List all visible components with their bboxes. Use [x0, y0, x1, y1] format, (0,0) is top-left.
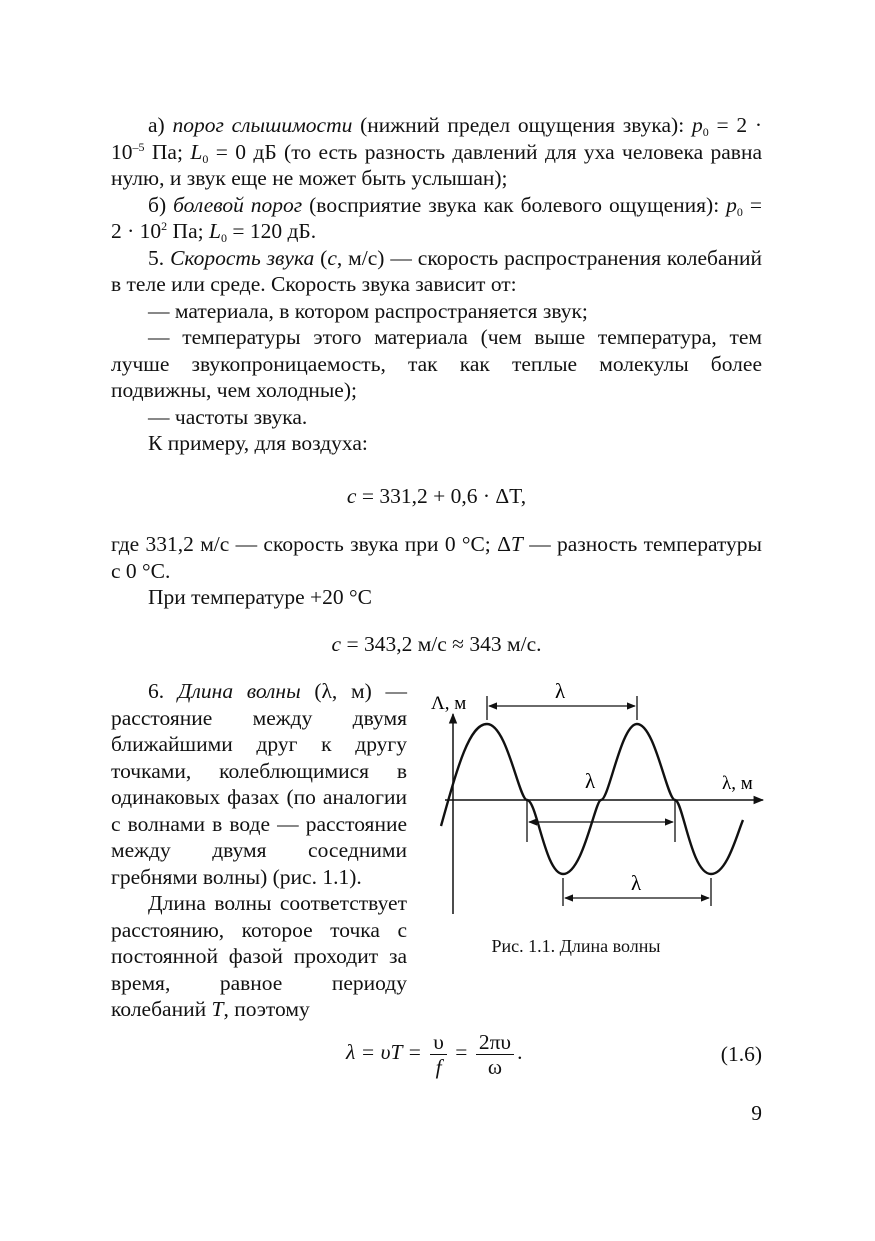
top-text-block [111, 112, 762, 457]
list-item-frequency: — частоты звука. [148, 404, 308, 429]
subscript: 0 [736, 204, 743, 219]
text-run: (λ, м) — расстояние между двумя ближайшими друг к другу точками, колеблющимися в одинаковых фазах (по аналогии с волнами в воде — расстояние между двумя соседними гребнями волны) (рис. 1.1). [111, 679, 407, 889]
figure-wavelength [427, 674, 767, 924]
text-run: = 0 дБ (то есть разность давлений для уха человека равна нулю, и звук еще не может быть услышан); [111, 139, 763, 190]
symbol-p: p [691, 113, 703, 137]
equation-end: . [517, 1040, 523, 1065]
paragraph-sound-speed [111, 245, 762, 298]
paragraph-pain-threshold [111, 192, 762, 245]
fraction-2piv-over-omega [476, 1030, 514, 1079]
fraction-numerator: υ [430, 1030, 447, 1055]
formula-sound-speed-20c [111, 631, 762, 658]
text-run: 5. [148, 245, 171, 270]
example-air: К примеру, для воздуха: [148, 431, 368, 455]
wavelength-text-column [111, 678, 407, 1023]
text-run: , поэтому [223, 997, 310, 1021]
figure-caption: Рис. 1.1. Длина волны [491, 936, 661, 956]
text-run: Длина волны соответствует расстоянию, которое точка с постоянной фазой проходит за время, равное периоду колебаний [111, 891, 407, 1021]
symbol-L: L [208, 219, 221, 243]
symbol-T: T [211, 997, 224, 1021]
text-run: = 120 дБ. [226, 219, 317, 243]
text-run: = 2 · 10 [111, 113, 763, 164]
formula-sound-speed [111, 483, 762, 510]
lambda-mid-label: λ [585, 769, 596, 793]
equation-1-6 [346, 1030, 522, 1088]
fraction-numerator: 2πυ [476, 1030, 514, 1055]
equation-number: (1.6) [720, 1042, 762, 1066]
symbol-c: c [346, 484, 357, 508]
fraction-denominator: f [435, 1055, 442, 1079]
text-run: (нижний предел ощущения звука): [352, 113, 685, 137]
text-run: где 331,2 м/с — скорость звука при 0 °С; Δ [111, 532, 511, 556]
text-run: б) [148, 192, 174, 217]
subscript: 0 [702, 125, 709, 139]
text-run: = 2 · 10 [111, 192, 762, 243]
equation-lhs: λ = υT = [346, 1040, 428, 1065]
term-sound-speed: Скорость звука [170, 245, 315, 270]
paragraph-where [111, 531, 762, 584]
subscript: 0 [202, 151, 209, 166]
equals-sign: = [449, 1040, 473, 1065]
fraction-denominator: ω [487, 1055, 503, 1079]
term-hearing-threshold: порог слышимости [172, 113, 353, 137]
wave-diagram [427, 674, 767, 924]
text-run: ( [314, 245, 328, 270]
text-run: а) [148, 113, 173, 137]
formula-text: = 331,2 + 0,6 · ΔT, [356, 484, 527, 508]
paragraph-wavelength [111, 678, 407, 890]
symbol-p: p [726, 192, 737, 217]
after-formula-block [111, 531, 762, 611]
paragraph-at-temperature: При температуре +20 °С [148, 585, 372, 609]
fraction-v-over-f [430, 1030, 447, 1079]
text-run: , м/с) — скорость распространения колебаний в теле или среде. Скорость звука зависит от: [111, 245, 763, 296]
paragraph-wavelength-period [111, 890, 407, 1023]
text-run: Па; [144, 139, 191, 164]
symbol-T: T [510, 532, 523, 556]
text-run: Па; [167, 219, 209, 243]
y-axis-label: Λ, м [431, 693, 467, 714]
sine-wave [441, 724, 743, 874]
text-run: — разность температуры с 0 °С. [111, 532, 762, 583]
page-number: 9 [751, 1101, 762, 1125]
term-pain-threshold: болевой порог [173, 192, 303, 217]
symbol-c: c [327, 245, 337, 270]
text-run: (восприятие звука как болевого ощущения): [302, 192, 720, 217]
superscript: 2 [161, 219, 168, 233]
equation-body [346, 1030, 523, 1079]
lambda-bottom-label: λ [631, 871, 642, 895]
list-item-temperature: — температуры этого материала (чем выше температура, тем лучше звукопроницаемость, так как теплые молекулы более подвижны, чем холодные); [111, 325, 762, 402]
text-run: 6. [148, 679, 178, 703]
symbol-L: L [190, 139, 203, 164]
symbol-c: c [331, 632, 342, 656]
lambda-top-label: λ [555, 679, 566, 703]
subscript: 0 [220, 231, 227, 245]
paragraph-hearing-threshold [111, 112, 762, 192]
formula-text: = 343,2 м/с ≈ 343 м/с. [341, 632, 542, 656]
x-axis-label: λ, м [722, 773, 753, 794]
list-item-material: — материала, в котором распространяется звук; [148, 298, 588, 323]
term-wavelength: Длина волны [177, 679, 301, 703]
superscript: –5 [132, 139, 145, 154]
